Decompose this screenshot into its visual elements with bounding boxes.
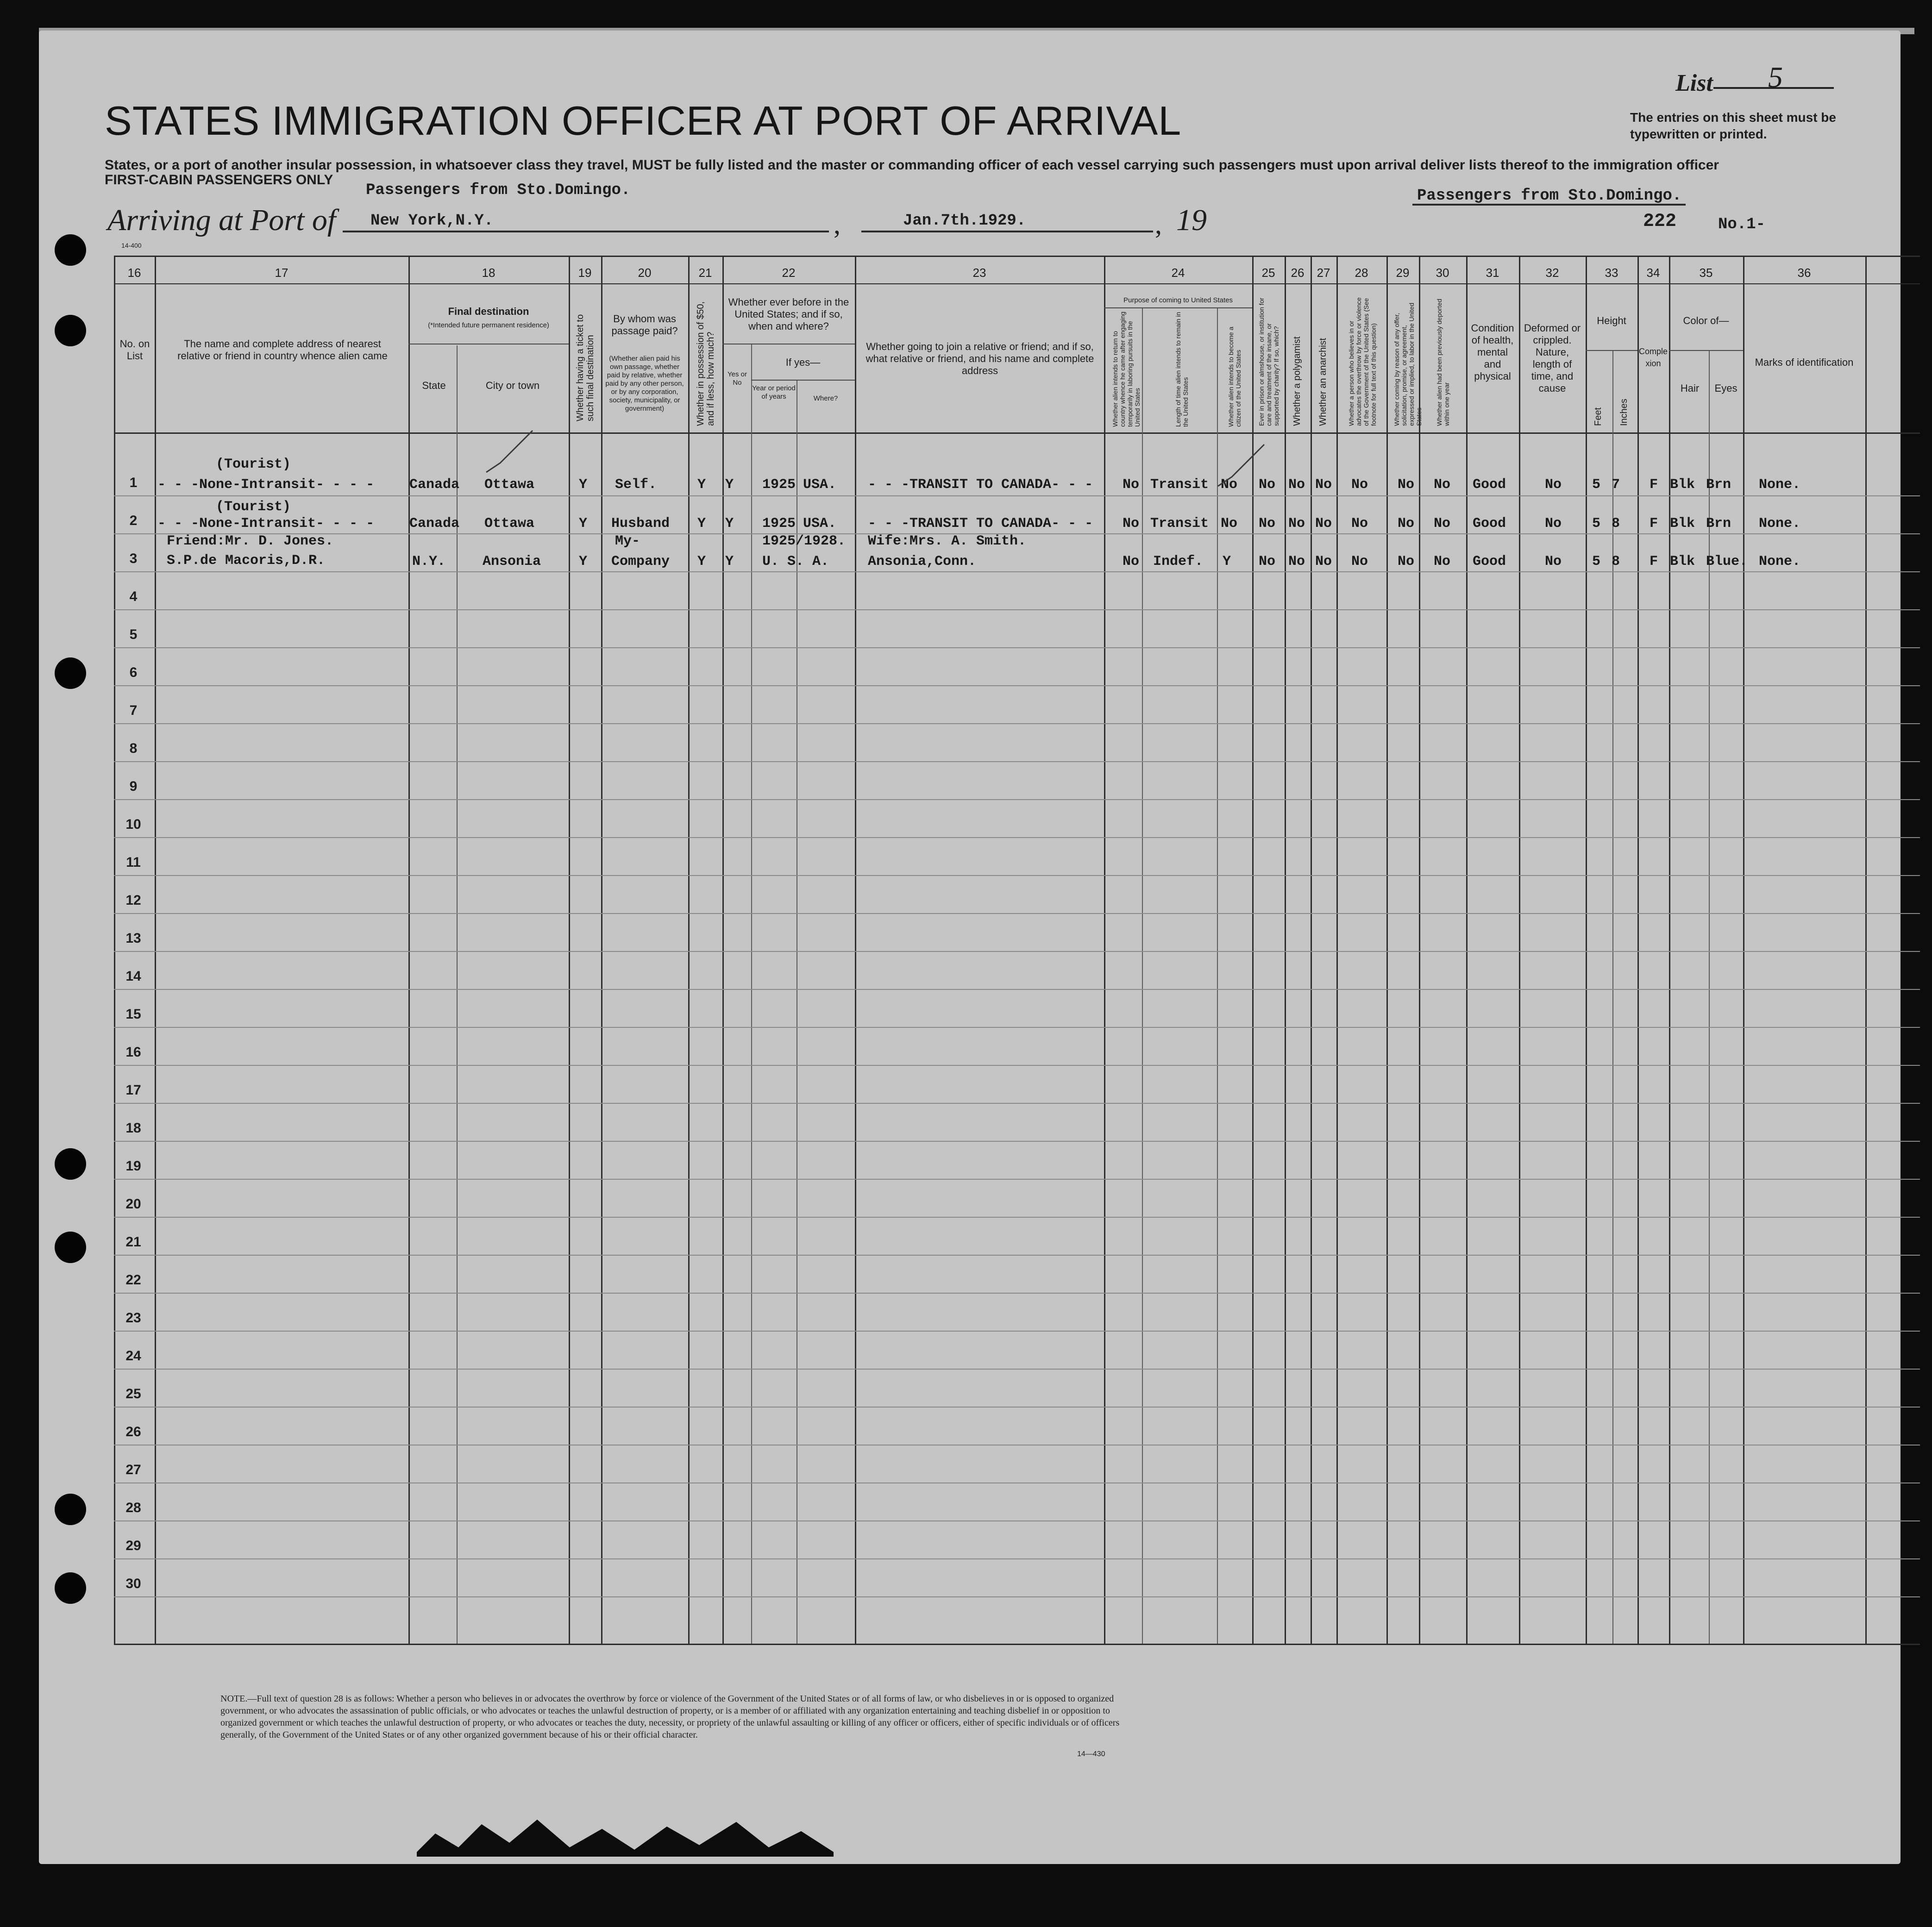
row3-fifty: Y: [697, 554, 706, 569]
header-feet: Feet: [1593, 407, 1603, 426]
header-final-destination: Final destination: [448, 306, 529, 317]
row2-hair: Blk: [1670, 516, 1695, 532]
row-line: [114, 1331, 1920, 1332]
row2-overthrow: No: [1351, 516, 1368, 532]
column-number: 36: [1797, 266, 1811, 280]
row3-polygamist: No: [1288, 554, 1305, 569]
header-polygamist: Whether a polygamist: [1292, 336, 1302, 426]
header-no-on-list: No. on List: [119, 338, 150, 362]
row-line: [114, 1407, 1920, 1408]
column-number: 21: [698, 266, 712, 280]
row-number: 30: [125, 1576, 141, 1591]
torn-edge: [417, 1806, 834, 1857]
row1-complexion: F: [1650, 477, 1658, 493]
row-number: 28: [125, 1500, 141, 1515]
row-line: [114, 1596, 1920, 1597]
column-number: 25: [1261, 266, 1275, 280]
row-line: [114, 913, 1920, 914]
header-year-period: Year or period of years: [752, 384, 796, 400]
row3-marks: None.: [1759, 554, 1801, 569]
header-health: Condition of health, mental and physical: [1471, 322, 1514, 382]
row1-where: USA.: [803, 477, 837, 493]
row-line: [114, 989, 1920, 990]
column-divider: [569, 256, 570, 1644]
column-number-rule: [114, 283, 1920, 284]
row-line: [114, 571, 1920, 572]
row2-relative: - - -None-Intransit- - - -: [157, 516, 375, 532]
row2-pre-relative: (Tourist): [216, 499, 291, 515]
header-purpose-return: Whether alien intends to return to country whence he came after engaging temporarily in laboring pursuits in the United States: [1111, 311, 1141, 427]
row1-prison: No: [1259, 477, 1276, 493]
row-line: [114, 495, 1920, 496]
row2-deformed: No: [1545, 516, 1562, 532]
row3-city: Ansonia: [483, 554, 541, 569]
row-line: [114, 951, 1920, 952]
punch-hole-icon: [55, 1232, 86, 1263]
footnote: NOTE.—Full text of question 28 is as follows: Whether a person who believes in or advocates the overthrow by force or violence of the Government of the United States or of all forms of law, or who disbelieves in or is opposed to organized government, or who advocates the assassination of public officials, or who advocates or teaches the unlawful destruction of property, or is a member of or affiliated with any organization entertaining and teaching disbelief in or opposition to organized government or which teaches the unlawful destruction of property, or who advocates or teaches the duty, necessity, or propriety of the unlawful assaulting or killing of any officer or officers, either of specific individuals or of officers generally, of the Government of the United States or of any other organized government because of his or their official character.: [220, 1694, 1120, 1740]
row1-fifty: Y: [697, 477, 706, 493]
header-yes-or-no: Yes or No: [728, 370, 747, 387]
subheader-rule: [1586, 350, 1637, 351]
typewritten-note: The entries on this sheet must be typewritten or printed.: [1630, 110, 1836, 141]
row3-health: Good: [1473, 554, 1506, 569]
row2-inches: 8: [1612, 516, 1620, 532]
header-join-relative: Whether going to join a relative or friend; and if so, what relative or friend, and his name and complete address: [866, 341, 1094, 376]
row-number: 26: [125, 1424, 141, 1439]
row3-ticket: Y: [579, 554, 588, 569]
row3-state: N.Y.: [412, 554, 446, 569]
column-divider: [722, 256, 724, 1644]
header-relative-address: The name and complete address of nearest relative or friend in country whence alien came: [177, 338, 388, 362]
column-divider: [1709, 350, 1710, 1644]
row3-paid-pre: My-: [615, 533, 640, 549]
row1-ticket: Y: [579, 477, 588, 493]
row1-purpose-citizen: No: [1221, 477, 1238, 493]
row-number: 23: [125, 1310, 141, 1326]
row-line: [114, 799, 1920, 800]
header-color-of: Color of—: [1683, 315, 1729, 326]
row2-prison: No: [1259, 516, 1276, 532]
sheet-number: 222: [1643, 211, 1677, 232]
row-number: 11: [126, 855, 141, 870]
row3-labor: No: [1398, 554, 1415, 569]
header-purpose-citizen: Whether alien intends to become a citizen of the United States: [1227, 326, 1242, 427]
row-line: [114, 761, 1920, 762]
row3-relative: S.P.de Macoris,D.R.: [167, 553, 326, 569]
punch-hole-icon: [55, 1494, 86, 1525]
column-number: 34: [1646, 266, 1660, 280]
list-label: List: [1675, 70, 1713, 96]
row3-overthrow: No: [1351, 554, 1368, 569]
row1-feet: 5: [1592, 477, 1601, 493]
column-number: 19: [578, 266, 592, 280]
punch-hole-icon: [55, 1572, 86, 1604]
column-divider: [1142, 307, 1143, 1644]
row1-deported: No: [1434, 477, 1451, 493]
column-divider: [1419, 256, 1420, 1644]
header-anarchist: Whether an anarchist: [1318, 338, 1328, 426]
column-number: 31: [1486, 266, 1499, 280]
header-inches: Inches: [1619, 399, 1629, 426]
row2-ticket: Y: [579, 516, 588, 532]
row2-purpose-return: No: [1123, 516, 1140, 532]
row2-labor: No: [1398, 516, 1415, 532]
footnote-code: 14—430: [1077, 1750, 1105, 1758]
header-ever-before: Whether ever before in the United States; and if so, when and where?: [728, 296, 849, 332]
column-number: 35: [1699, 266, 1713, 280]
passengers-from-right: Passengers from Sto.Domingo.: [1417, 187, 1682, 205]
row3-hair: Blk: [1670, 554, 1695, 569]
header-hair: Hair: [1680, 382, 1700, 394]
row-number: 20: [125, 1196, 141, 1212]
row2-purpose-length: Transit: [1150, 516, 1209, 532]
row2-year: 1925: [762, 516, 796, 532]
header-height: Height: [1597, 315, 1626, 326]
header-labor-offer: Whether coming by reason of any offer, solicitation, promise, or agreement, expressed or implied, to labor in the United States: [1393, 302, 1423, 426]
subheader-rule: [1669, 350, 1743, 351]
row-number: 27: [125, 1462, 141, 1477]
row1-hair: Blk: [1670, 477, 1695, 493]
header-city: City or town: [485, 380, 540, 391]
header-overthrow: Whether a person who believes in or advocates the overthrow by force or violence of the Government of the United States (See footnote for full text of this question): [1348, 297, 1377, 426]
column-divider: [751, 344, 752, 1644]
subheader-rule: [1104, 307, 1252, 308]
header-passage-paid-note: (Whether alien paid his own passage, whether paid by relative, whether paid by any other person, or by any corporation, society, municipality, or government): [605, 355, 684, 413]
row-number: 17: [125, 1082, 141, 1098]
row1-purpose-return: No: [1123, 477, 1140, 493]
row-number: 22: [125, 1272, 141, 1288]
row1-purpose-length: Transit: [1150, 477, 1209, 493]
row-line: [114, 609, 1920, 610]
column-divider: [1669, 256, 1670, 1644]
row2-where: USA.: [803, 516, 837, 532]
row-number: 19: [125, 1158, 141, 1174]
subheader-rule: [751, 380, 855, 381]
row3-paid: Company: [611, 554, 670, 569]
row-line: [114, 1293, 1920, 1294]
row-line: [114, 647, 1920, 648]
row2-anarchist: No: [1315, 516, 1332, 532]
column-divider: [1336, 256, 1338, 1644]
row1-anarchist: No: [1315, 477, 1332, 493]
header-ticket: Whether having a ticket to such final destination: [575, 314, 596, 421]
header-fifty-dollars: Whether in possession of $50, and if less, how much?: [696, 301, 716, 426]
row2-feet: 5: [1592, 516, 1601, 532]
row1-deformed: No: [1545, 477, 1562, 493]
check-mark-icon: [1213, 440, 1269, 495]
row1-state: Canada: [409, 477, 460, 493]
row3-year: 1925/1928.: [762, 533, 846, 549]
arriving-label: Arriving at Port of: [107, 203, 336, 237]
row-line: [114, 1027, 1920, 1028]
row3-join: Ansonia,Conn.: [868, 554, 977, 569]
row-number: 14: [125, 969, 141, 984]
column-divider: [601, 256, 602, 1644]
column-divider: [155, 256, 156, 1644]
row3-anarchist: No: [1315, 554, 1332, 569]
instructions-text: States, or a port of another insular possession, in whatsoever class they travel, MUST be fully listed and the master or commanding officer of each vessel carrying such passengers must upon arrival deliver lists thereof to the immigration officer: [105, 157, 1719, 173]
row1-overthrow: No: [1351, 477, 1368, 493]
row3-deported: No: [1434, 554, 1451, 569]
row2-before: Y: [725, 516, 734, 532]
column-divider: [1637, 256, 1639, 1644]
column-divider: [408, 256, 410, 1644]
row-number: 3: [129, 551, 138, 566]
column-number: 30: [1436, 266, 1449, 280]
check-mark-icon: [482, 426, 537, 486]
sheet-underline: [1412, 204, 1686, 206]
port-underline: [343, 231, 829, 232]
page-title: STATES IMMIGRATION OFFICER AT PORT OF ARRIVAL: [105, 98, 1182, 144]
column-number: 26: [1291, 266, 1305, 280]
row2-complexion: F: [1650, 516, 1658, 532]
no-value: No.1-: [1718, 216, 1766, 233]
header-state: State: [422, 380, 446, 391]
row1-polygamist: No: [1288, 477, 1305, 493]
row3-deformed: No: [1545, 554, 1562, 569]
row-line: [114, 685, 1920, 686]
column-divider: [114, 256, 115, 1644]
list-underline: [1713, 87, 1834, 89]
row-number: 18: [125, 1120, 141, 1136]
row-number: 2: [129, 513, 138, 528]
row2-polygamist: No: [1288, 516, 1305, 532]
date-value: Jan.7th.1929.: [903, 212, 1026, 230]
row2-city: Ottawa: [484, 516, 535, 532]
header-purpose: Purpose of coming to United States: [1123, 296, 1233, 304]
first-cabin-label: FIRST-CABIN PASSENGERS ONLY: [105, 172, 333, 188]
column-number: 33: [1605, 266, 1618, 280]
row-number: 12: [125, 893, 141, 908]
row-line: [114, 723, 1920, 724]
column-divider: [1217, 307, 1218, 1644]
column-number: 23: [972, 266, 986, 280]
row-line: [114, 1217, 1920, 1218]
header-prison: Ever in prison or almshouse, or institution for care and treatment of the insane, or supported by charity? If so, which?: [1258, 297, 1280, 426]
row1-health: Good: [1473, 477, 1506, 493]
column-divider: [1104, 256, 1105, 1644]
form-code: 14-400: [121, 242, 142, 249]
row2-health: Good: [1473, 516, 1506, 532]
row1-relative: - - -None-Intransit- - - -: [157, 477, 375, 493]
row3-join-pre: Wife:Mrs. A. Smith.: [868, 533, 1027, 549]
row-number: 5: [129, 627, 138, 642]
row-number: 29: [125, 1538, 141, 1553]
row-line: [114, 1179, 1920, 1180]
column-divider: [1586, 256, 1587, 1644]
column-divider: [1466, 256, 1468, 1644]
header-purpose-length: Length of time alien intends to remain in the United States: [1174, 312, 1189, 427]
header-deformed: Deformed or crippled. Nature, length of time, and cause: [1524, 322, 1581, 394]
header-passage-paid: By whom was passage paid?: [611, 313, 678, 337]
row2-paid: Husband: [611, 516, 670, 532]
column-number: 22: [782, 266, 796, 280]
row1-year: 1925: [762, 477, 796, 493]
row2-fifty: Y: [697, 516, 706, 532]
column-number: 29: [1396, 266, 1410, 280]
column-number: 16: [127, 266, 141, 280]
punch-hole-icon: [55, 657, 86, 689]
column-divider: [855, 256, 856, 1644]
row1-marks: None.: [1759, 477, 1801, 493]
row1-paid: Self.: [615, 477, 657, 493]
row1-pre-relative: (Tourist): [216, 457, 291, 472]
header-final-destination-note: (*Intended future permanent residence): [428, 321, 549, 329]
column-number: 32: [1545, 266, 1559, 280]
row2-purpose-citizen: No: [1221, 516, 1238, 532]
column-divider: [688, 256, 690, 1644]
header-marks: Marks of identification: [1755, 357, 1854, 368]
row1-inches: 7: [1612, 477, 1620, 493]
row3-feet: 5: [1592, 554, 1601, 569]
row-number: 1: [129, 475, 138, 490]
column-number: 28: [1355, 266, 1368, 280]
row3-eyes: Blue.: [1706, 554, 1748, 569]
column-divider: [1612, 350, 1613, 1644]
header-complexion: Complexion: [1638, 347, 1668, 368]
row-number: 16: [125, 1045, 141, 1060]
row-line: [114, 1141, 1920, 1142]
row3-inches: 8: [1612, 554, 1620, 569]
row1-city: Ottawa: [484, 477, 535, 493]
row-line: [114, 1103, 1920, 1104]
column-number: 17: [275, 266, 289, 280]
row3-purpose-return: No: [1123, 554, 1140, 569]
column-divider: [1311, 256, 1312, 1644]
comma: ,: [834, 209, 841, 239]
row-line: [114, 1369, 1920, 1370]
row-number: 7: [129, 703, 138, 718]
row-number: 6: [129, 665, 138, 680]
table-bottom-rule: [114, 1644, 1920, 1645]
row2-eyes: Brn: [1706, 516, 1731, 532]
column-divider: [457, 345, 458, 1644]
row3-before: Y: [725, 554, 734, 569]
row-number: 21: [125, 1234, 141, 1250]
row2-deported: No: [1434, 516, 1451, 532]
row-number: 15: [125, 1007, 141, 1022]
row3-where: U. S. A.: [762, 554, 829, 569]
column-divider: [1285, 256, 1286, 1644]
row3-complexion: F: [1650, 554, 1658, 569]
row2-marks: None.: [1759, 516, 1801, 532]
row1-join: - - -TRANSIT TO CANADA- - -: [868, 477, 1093, 493]
column-number: 18: [482, 266, 496, 280]
punch-hole-icon: [55, 1148, 86, 1180]
port-value: New York,N.Y.: [370, 212, 494, 230]
column-divider: [1743, 256, 1744, 1644]
row3-purpose-length: Indef.: [1153, 554, 1204, 569]
row1-before: Y: [725, 477, 734, 493]
row-line: [114, 875, 1920, 876]
header-deported: Whether alien had been previously deported within one year: [1436, 299, 1450, 426]
column-divider: [1519, 256, 1520, 1644]
row2-state: Canada: [409, 516, 460, 532]
row-line: [114, 1520, 1920, 1521]
row-number: 8: [129, 741, 138, 756]
row2-join: - - -TRANSIT TO CANADA- - -: [868, 516, 1093, 532]
row3-pre-relative: Friend:Mr. D. Jones.: [167, 533, 334, 549]
row-line: [114, 837, 1920, 838]
year-prefix: 19: [1176, 203, 1207, 237]
column-divider: [1865, 256, 1867, 1644]
column-number: 27: [1317, 266, 1330, 280]
row-number: 9: [129, 779, 138, 794]
row-number: 10: [125, 817, 141, 832]
column-number: 24: [1171, 266, 1185, 280]
comma: ,: [1155, 209, 1162, 239]
date-underline: [861, 231, 1153, 232]
column-divider: [1386, 256, 1388, 1644]
row3-prison: No: [1259, 554, 1276, 569]
punch-hole-icon: [55, 315, 86, 346]
row-line: [114, 1255, 1920, 1256]
row1-labor: No: [1398, 477, 1415, 493]
row3-purpose-citizen: Y: [1223, 554, 1231, 569]
header-eyes: Eyes: [1714, 382, 1738, 394]
header-where: Where?: [813, 394, 838, 402]
row1-eyes: Brn: [1706, 477, 1731, 493]
row-line: [114, 1558, 1920, 1559]
row-number: 24: [125, 1348, 141, 1364]
header-bottom-rule: [114, 432, 1920, 434]
punch-hole-icon: [55, 234, 86, 266]
table-top-rule: [114, 256, 1920, 257]
row-number: 4: [129, 589, 138, 604]
row-line: [114, 1065, 1920, 1066]
header-if-yes: If yes—: [785, 357, 821, 368]
passengers-from-left: Passengers from Sto.Domingo.: [366, 181, 631, 199]
row-number: 13: [125, 931, 141, 946]
column-number: 20: [638, 266, 652, 280]
row-number: 25: [125, 1386, 141, 1401]
list-number: 5: [1768, 61, 1783, 94]
